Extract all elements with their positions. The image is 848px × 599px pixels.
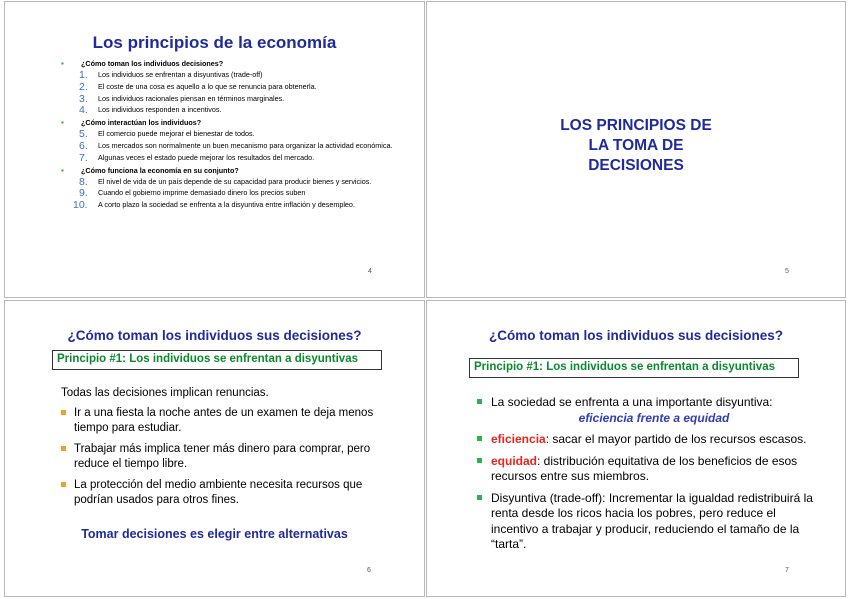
principle-box: Principio #1: Los individuos se enfrentan a disyuntivas xyxy=(52,350,382,370)
item-text: Los individuos se enfrentan a disyuntivas (trade-off) xyxy=(98,70,263,79)
list-item xyxy=(61,128,401,141)
bullet-icon xyxy=(61,482,66,487)
bullet-text: Trabajar más implica tener más dinero para comprar, pero reduce el tiempo libre. xyxy=(74,443,371,470)
list-item xyxy=(477,454,817,485)
item-number: 5. xyxy=(79,128,88,141)
question-text: ¿Cómo toman los individuos decisiones? xyxy=(81,59,224,68)
page-number: 5 xyxy=(785,268,789,275)
slide-6 xyxy=(4,300,425,597)
bullet-icon xyxy=(61,410,66,415)
emphasis-text: eficiencia frente a equidad xyxy=(578,410,730,425)
slide-7 xyxy=(426,300,846,597)
bullet-text: : distribución equitativa de los beneficios de esos recursos entre sus miembros. xyxy=(491,453,798,483)
item-text: Los individuos racionales piensan en términos marginales. xyxy=(98,93,285,103)
item-number: 8. xyxy=(79,175,88,188)
slide-6-title: ¿Cómo toman los individuos sus decisiones? xyxy=(67,328,362,343)
slide-5-title xyxy=(427,116,845,176)
slide-5 xyxy=(426,1,846,298)
item-number: 6. xyxy=(79,139,88,152)
principles-list xyxy=(61,59,401,213)
list-item xyxy=(477,395,817,426)
slide-4-title: Los principios de la economía xyxy=(92,33,337,52)
list-item xyxy=(61,199,401,212)
bullet-icon xyxy=(477,399,482,404)
question-text: ¿Cómo interactúan los individuos? xyxy=(81,118,202,128)
slide-7-title: ¿Cómo toman los individuos sus decisiones? xyxy=(488,328,784,343)
list-item xyxy=(61,104,401,117)
list-item xyxy=(61,175,401,188)
page-number: 4 xyxy=(368,268,372,275)
page-number: 7 xyxy=(785,567,789,574)
item-number: 3. xyxy=(79,92,88,105)
bullet-text: Disyuntiva (trade-off): Incrementar la igualdad redistribuirá la renta desde los ricos hacia los pobres, pero reduce el incentivo a trabajar y producir, reduciendo el tamaño de la “tarta”. xyxy=(491,490,813,551)
list-item xyxy=(61,442,381,472)
item-text: Los mercados son normalmente un buen mecanismo para organizar la actividad económica. xyxy=(98,140,393,150)
bullet-icon xyxy=(477,436,482,441)
item-text: El nivel de vida de un país depende de su capacidad para producir bienes y servicios. xyxy=(98,176,372,186)
question-text: ¿Cómo funciona la economía en su conjunto? xyxy=(81,165,239,175)
item-number: 10. xyxy=(73,199,88,212)
bullet-icon: ▪ xyxy=(61,59,64,68)
item-number: 1. xyxy=(79,69,88,81)
slide-4 xyxy=(4,1,425,298)
item-number: 9. xyxy=(79,187,88,200)
item-text: El comercio puede mejorar el bienestar de todos. xyxy=(98,129,255,139)
title-line: LA TOMA DE xyxy=(588,137,684,154)
item-text: Algunas veces el estado puede mejorar los resultados del mercado. xyxy=(98,152,315,162)
slide-6-footer: Tomar decisiones es elegir entre alternativas xyxy=(81,527,348,541)
list-item xyxy=(61,92,401,105)
bullet-text: La protección del medio ambiente necesita recursos que podrían usados para otros fines. xyxy=(74,479,363,506)
list-item xyxy=(61,478,381,508)
title-line: LOS PRINCIPIOS DE xyxy=(560,117,712,134)
list-item xyxy=(61,187,401,200)
bullet-icon xyxy=(477,495,482,500)
page-number: 6 xyxy=(367,567,371,574)
slide-6-body xyxy=(61,386,381,514)
bullet-text: La sociedad se enfrenta a una importante disyuntiva: xyxy=(491,395,773,409)
item-text: A corto plazo la sociedad se enfrenta a la disyuntiva entre inflación y desempleo. xyxy=(98,200,355,210)
bullet-icon: ▪ xyxy=(61,165,64,175)
item-number: 4. xyxy=(79,104,88,117)
term-equity: equidad xyxy=(491,453,538,468)
bullet-text: Ir a una fiesta la noche antes de un examen te deja menos tiempo para estudiar. xyxy=(74,407,374,434)
title-line: DECISIONES xyxy=(588,157,684,174)
list-item xyxy=(61,406,381,436)
list-item xyxy=(477,491,817,553)
principle-box: Principio #1: Los individuos se enfrentan a disyuntivas xyxy=(469,358,799,378)
question-heading xyxy=(61,118,401,128)
list-item xyxy=(477,432,817,448)
intro-text: Todas las decisiones implican renuncias. xyxy=(61,387,269,399)
list-item xyxy=(61,80,401,93)
list-item xyxy=(61,71,401,79)
item-number: 2. xyxy=(79,80,88,93)
question-heading xyxy=(61,166,401,176)
question-heading xyxy=(61,59,401,69)
list-item xyxy=(61,139,401,152)
item-number: 7. xyxy=(79,151,88,164)
bullet-icon xyxy=(477,458,482,463)
bullet-icon xyxy=(61,446,66,451)
item-text: Los individuos responden a incentivos. xyxy=(98,105,222,115)
item-text: Cuando el gobierno imprime demasiado dinero los precios suben xyxy=(98,188,306,198)
item-text: El coste de una cosa es aquello a lo que se renuncia para obtenerla. xyxy=(98,81,317,91)
list-item xyxy=(61,151,401,164)
term-efficiency: eficiencia xyxy=(491,432,546,446)
bullet-icon: ▪ xyxy=(61,118,64,128)
bullet-text: : sacar el mayor partido de los recursos escasos. xyxy=(545,432,807,446)
slide-7-body xyxy=(477,395,817,559)
